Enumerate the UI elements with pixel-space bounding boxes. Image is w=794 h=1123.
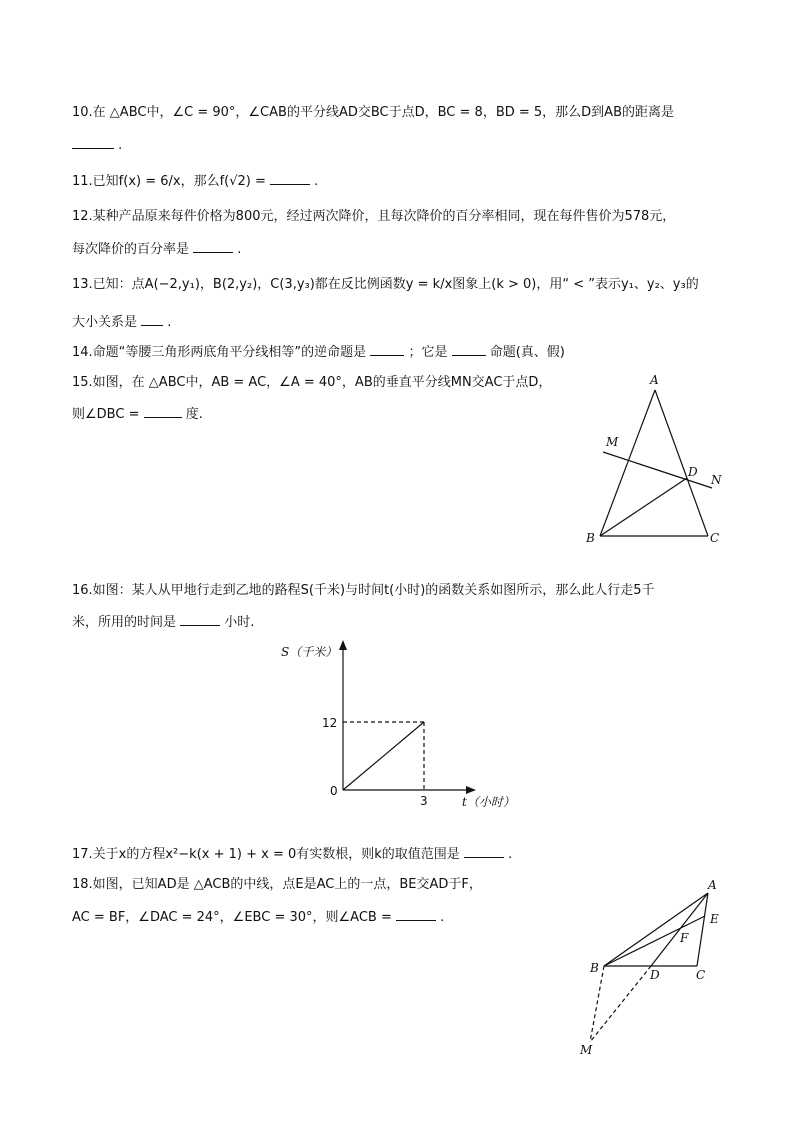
question-11-text: 11.已知f(x) = 6/x，那么f(√2) = — [72, 174, 266, 189]
question-11: 11.已知f(x) = 6/x，那么f(√2) = . — [72, 174, 319, 189]
label-d: D — [650, 968, 660, 982]
label-c: C — [696, 968, 706, 982]
label-c: C — [710, 531, 720, 545]
question-17-text: 17.关于x的方程x²−k(x + 1) + x = 0有实数根，则k的取值范围是 — [72, 847, 460, 862]
label-a: A — [650, 373, 659, 387]
label-m: M — [580, 1043, 593, 1057]
label-b: B — [586, 531, 595, 545]
question-12-text: 12.某种产品原来每件价格为800元，经过两次降价，且每次降价的百分率相同，现在每件售价为578元， — [72, 209, 676, 224]
line-bm — [590, 966, 604, 1042]
line-ab — [604, 893, 708, 966]
y-tick-12: 12 — [322, 716, 338, 730]
question-16-text: 16.如图：某人从甲地行走到乙地的路程S(千米)与时间t(小时)的函数关系如图所示，那么此人行走5千 — [72, 583, 655, 598]
line-be — [604, 916, 705, 966]
question-15-answer-line: 则∠DBC = 度. — [72, 407, 203, 422]
x-axis-label: t（小时） — [462, 795, 515, 809]
question-18-answer-line: AC = BF，∠DAC = 24°，∠EBC = 30°，则∠ACB = . — [72, 910, 445, 925]
line-ad — [651, 893, 708, 966]
question-13-answer-line: 大小关系是 . — [72, 315, 172, 330]
question-15-text: 15.如图，在 △ABC中，AB = AC，∠A = 40°，AB的垂直平分线MN交AC于点D， — [72, 375, 552, 390]
question-10-text: 10.在 △ABC中，∠C = 90°，∠CAB的平分线AD交BC于点D，BC = 8，BD = 5，那么D到AB的距离是 — [72, 105, 674, 120]
label-f: F — [680, 931, 689, 945]
label-b: B — [590, 961, 599, 975]
label-a: A — [708, 878, 717, 892]
question-16-answer-line: 米，所用的时间是 小时. — [72, 615, 255, 630]
question-17: 17.关于x的方程x²−k(x + 1) + x = 0有实数根，则k的取值范围是 . — [72, 847, 513, 862]
question-12-answer-line: 每次降价的百分率是 . — [72, 242, 242, 257]
question-18-text: 18.如图，已知AD是 △ACB的中线，点E是AC上的一点，BE交AD于F， — [72, 877, 482, 892]
x-tick-3: 3 — [420, 794, 428, 808]
line-ac — [697, 893, 708, 966]
label-d: D — [688, 465, 698, 479]
label-n: N — [711, 473, 722, 487]
question-14: 14.命题“等腰三角形两底角平分线相等”的逆命题是 ；它是 命题(真、假) — [72, 345, 565, 360]
y-axis-label: S（千米） — [281, 645, 338, 659]
label-m: M — [606, 435, 619, 449]
line-dm — [590, 966, 651, 1042]
question-10-answer-line: . — [72, 136, 122, 155]
question-13-text: 13.已知：点A(−2,y₁)，B(2,y₂)，C(3,y₃)都在反比例函数y = k/x图象上(k > 0)，用“ < ”表示y₁、y₂、y₃的 — [72, 277, 699, 292]
origin-label: 0 — [330, 784, 338, 798]
label-e: E — [710, 912, 719, 926]
